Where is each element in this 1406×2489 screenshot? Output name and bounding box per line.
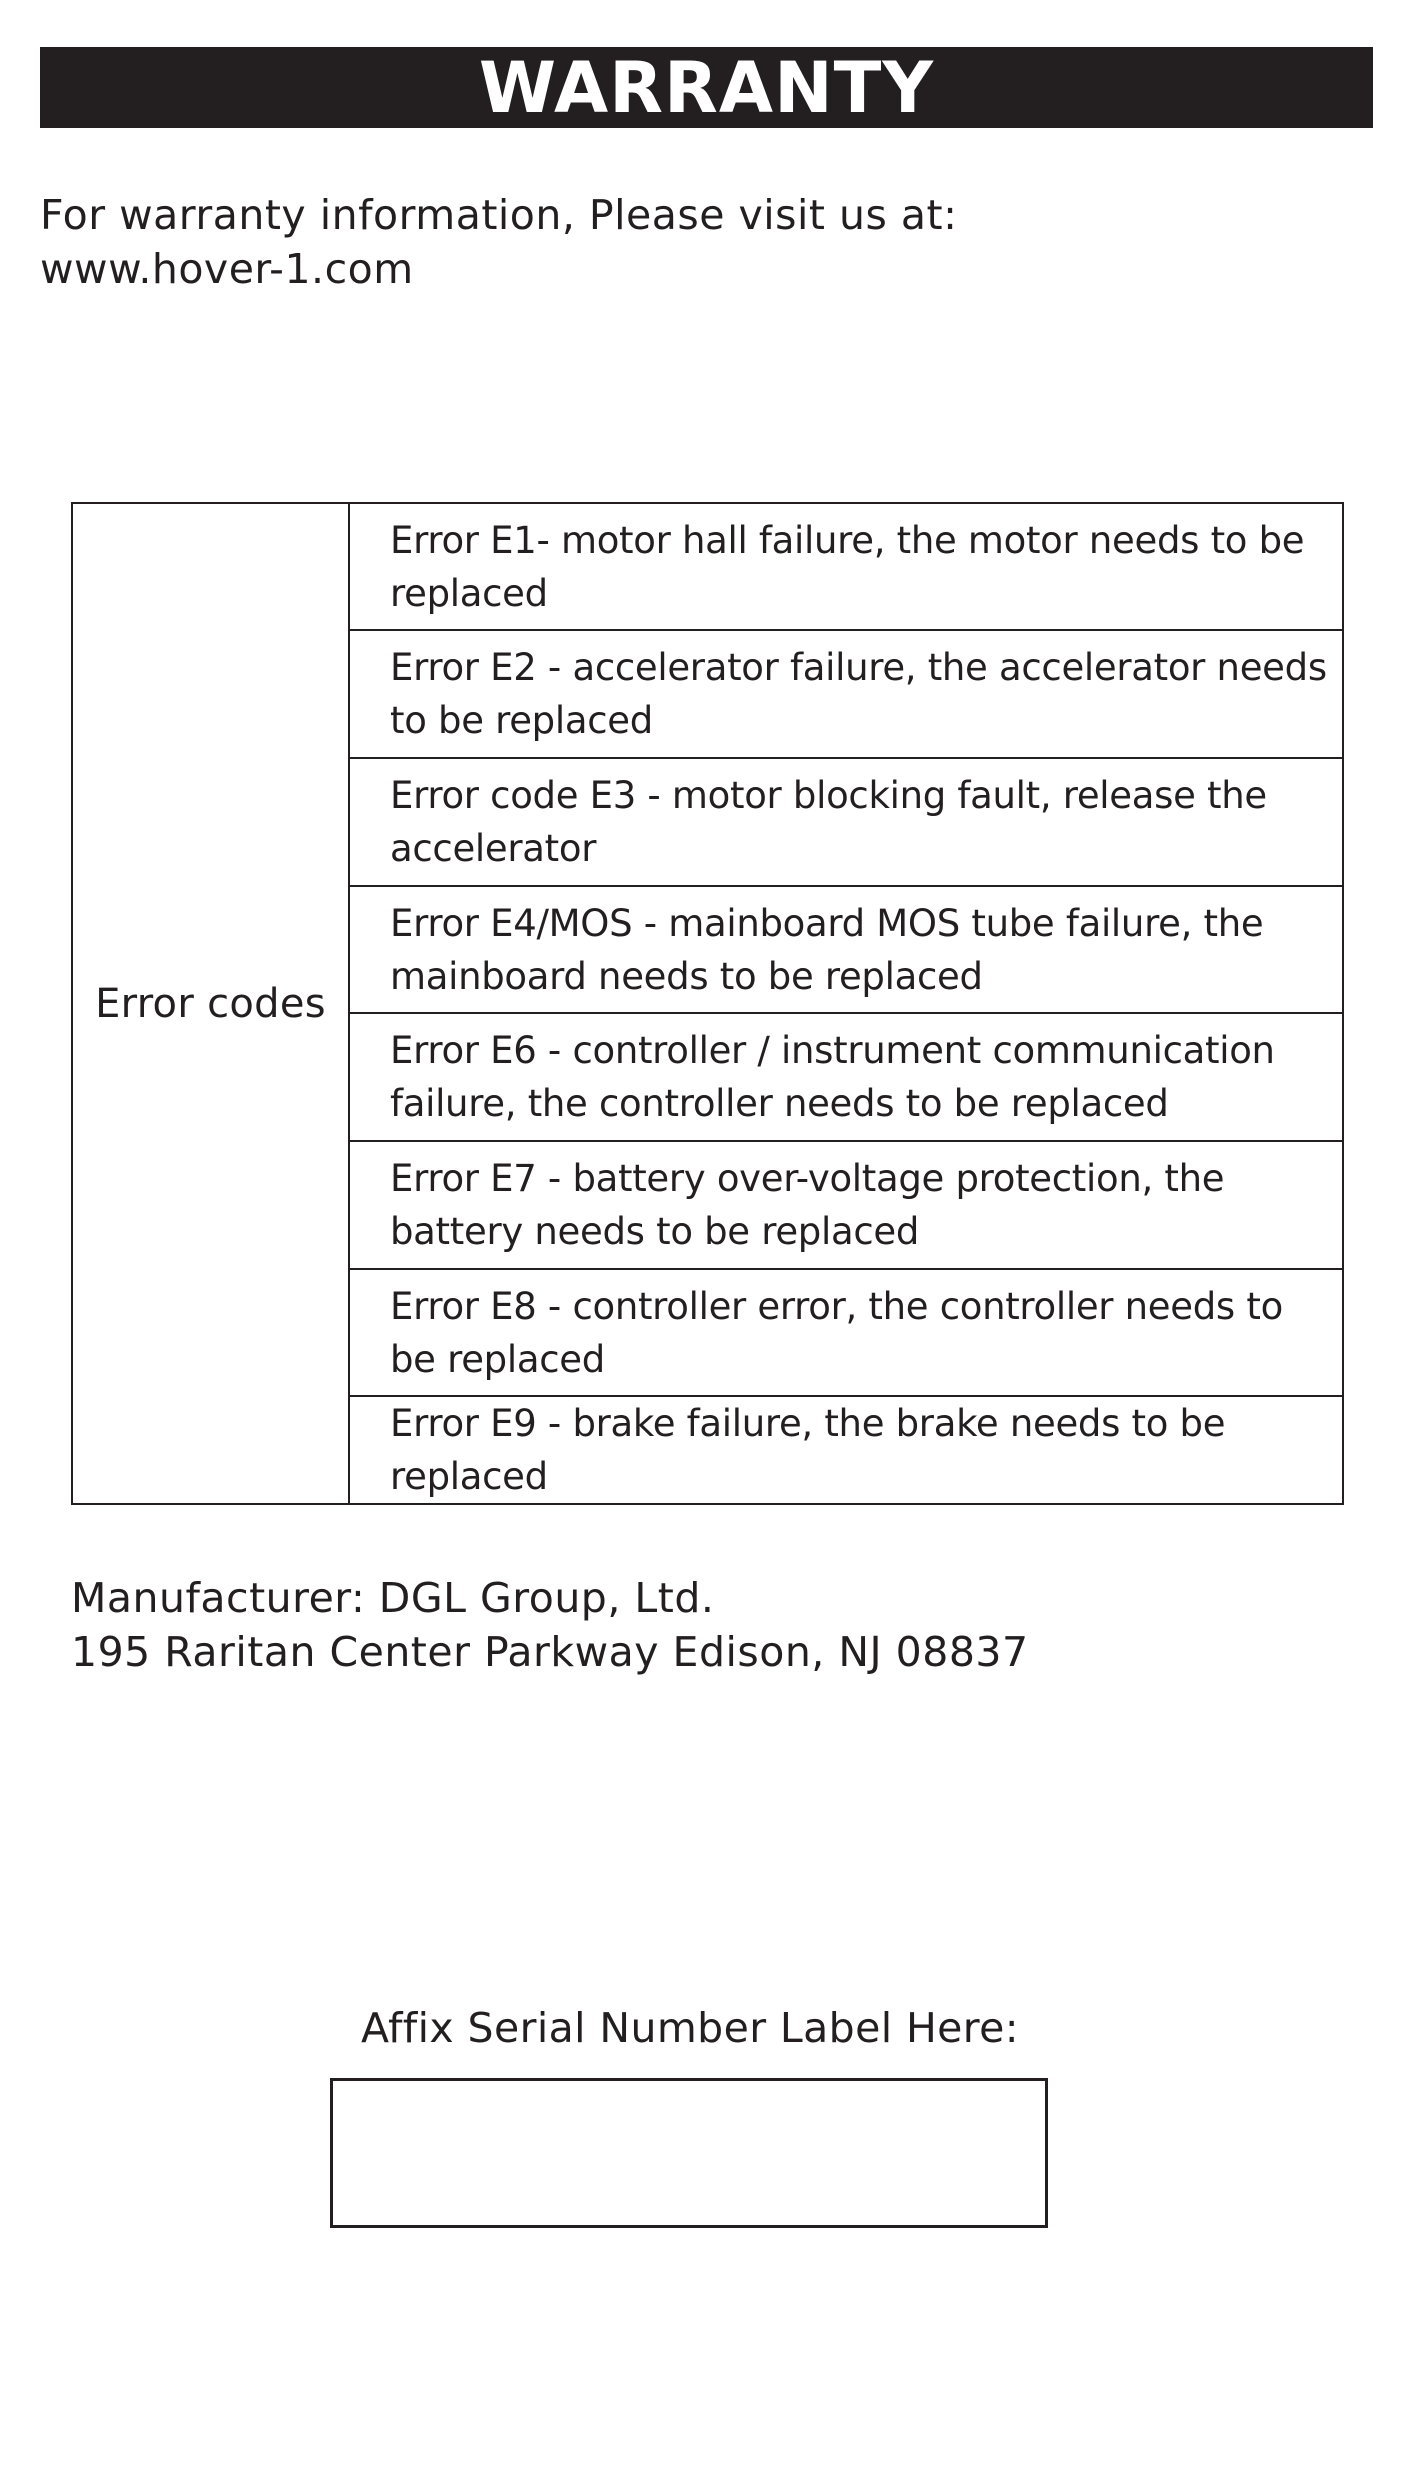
error-code-e7: Error E7 - battery over-voltage protection, the battery needs to be replaced: [349, 1141, 1343, 1269]
manufacturer-info: [71, 1571, 1029, 1679]
error-code-e2: Error E2 - accelerator failure, the accelerator needs to be replaced: [349, 630, 1343, 758]
error-code-e3: Error code E3 - motor blocking fault, release the accelerator: [349, 758, 1343, 886]
serial-number-box: [330, 2078, 1048, 2228]
error-code-e4: Error E4/MOS - mainboard MOS tube failure, the mainboard needs to be replaced: [349, 886, 1343, 1013]
table-row: [72, 503, 1343, 630]
warranty-url: www.hover-1.com: [40, 245, 414, 293]
page-title: WARRANTY: [478, 46, 935, 129]
error-code-e6: Error E6 - controller / instrument communication failure, the controller needs to be replaced: [349, 1013, 1343, 1141]
error-code-e8: Error E8 - controller error, the controller needs to be replaced: [349, 1269, 1343, 1396]
error-code-e9: Error E9 - brake failure, the brake needs to be replaced: [349, 1396, 1343, 1504]
manufacturer-address: 195 Raritan Center Parkway Edison, NJ 08837: [71, 1628, 1029, 1676]
error-codes-label: Error codes: [72, 503, 349, 1504]
warranty-info-text: For warranty information, Please visit us at:: [40, 191, 958, 239]
warranty-header: [40, 47, 1373, 128]
warranty-info: [40, 188, 957, 296]
error-code-e1: Error E1- motor hall failure, the motor needs to be replaced: [349, 503, 1343, 630]
serial-label: Affix Serial Number Label Here:: [360, 2004, 1019, 2052]
error-codes-table: [71, 502, 1344, 1505]
manufacturer-name: Manufacturer: DGL Group, Ltd.: [71, 1574, 715, 1622]
